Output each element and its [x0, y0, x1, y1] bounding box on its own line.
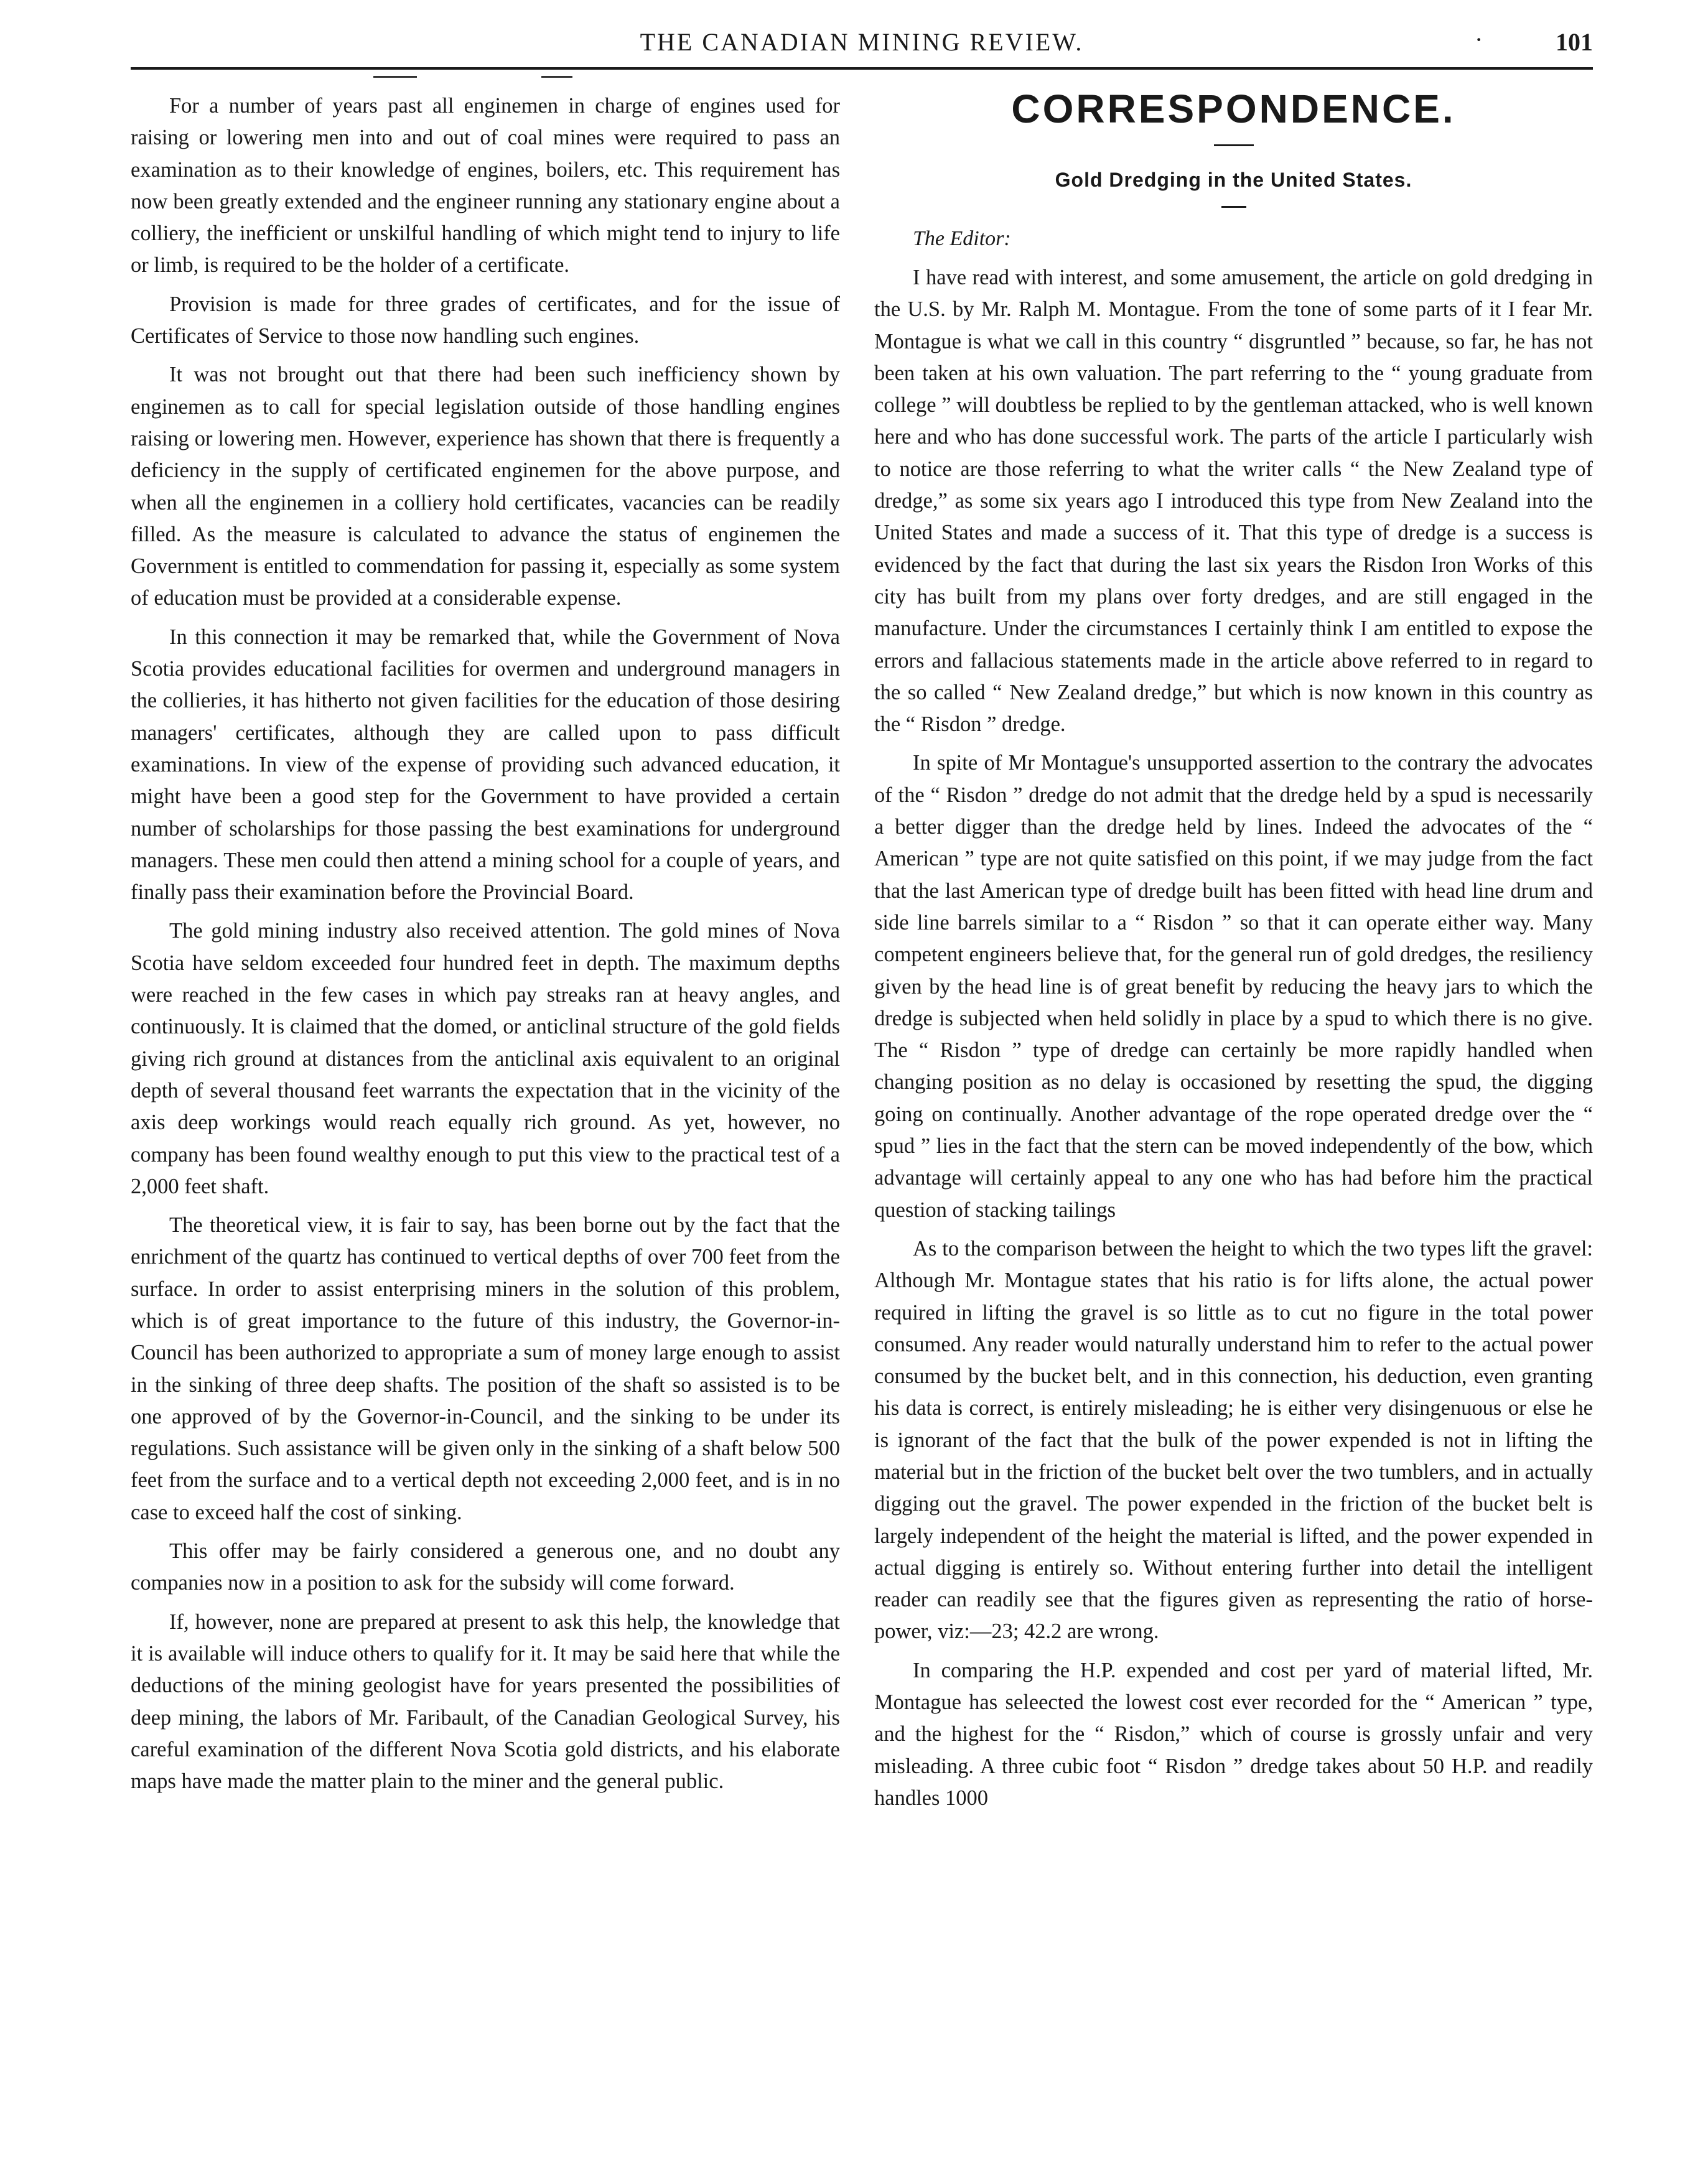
- paragraph: In spite of Mr Montague's unsupported assertion to the contrary the advocates of the “ Risdon ” dredge do not admit that the dredge held by a spud is necessarily a better digger than the dredge held by lines. Indeed the advocates of the “ American ” type are not quite satisfied on this point, if we may judge from the fact that the last American type of dredge built has been fitted with head line drum and side line barrels similar to a “ Risdon ” so that it can operate either way. Many competent engineers believe that, for the general run of gold dredges, the resiliency given by the head line is of great benefit by reducing the heavy jars to which the dredge is subjected when held solidly in place by a spud to which there is no give. The “ Risdon ” type of dredge can certainly be more rapidly handled when changing position as no delay is occasioned by resetting the spud, the digging going on continually. Another advantage of the rope operated dredge over the “ spud ” lies in the fact that the stern can be moved independently of the bow, which advantage will certainly appeal to any one who has had before him the practical question of stacking tailings: [874, 751, 1593, 1222]
- decorative-dash: [373, 76, 417, 78]
- running-header: [131, 25, 1593, 68]
- journal-title: THE CANADIAN MINING REVIEW.: [640, 28, 1084, 56]
- heading-rule: [1214, 144, 1254, 146]
- paragraph: It was not brought out that there had been such inefficiency shown by enginemen as to call for special legislation outside of those handling engines raising or lowering men. However, experience has shown that there is frequently a deficiency in the supply of certificated enginemen for the above purpose, and when all the enginemen in a colliery hold certificates, vacancies can be readily filled. As the measure is calculated to advance the status of enginemen the Government is entitled to commendation for passing it, especially as some system of education must be provided at a considerable expense.: [131, 363, 840, 610]
- paragraph: This offer may be fairly considered a generous one, and no doubt any companies now in a position to ask for the subsidy will come forward.: [131, 1539, 840, 1595]
- paragraph: In this connection it may be remarked that, while the Government of Nova Scotia provides educational facilities for overmen and underground managers in the collieries, it has hitherto not given facilities for the education of those desiring managers' certificates, although they are called upon to pass difficult examinations. In view of the expense of providing such advanced education, it might have been a good step for the Government to have provided a certain number of scholarships for those passing the best examinations for underground managers. These men could then attend a mining school for a couple of years, and finally pass their examination before the Provincial Board.: [131, 625, 840, 905]
- paragraph: In comparing the H.P. expended and cost per yard of material lifted, Mr. Montague has seleected the lowest cost ever recorded for the “ American ” type, and the highest for the “ Risdon,” which of course is grossly unfair and very misleading. A three cubic foot “ Risdon ” dredge takes about 50 H.P. and readily handles 1000: [874, 1658, 1593, 1810]
- header-dot: ·: [1475, 26, 1483, 54]
- right-column: [874, 87, 1593, 1821]
- header-rule: [131, 67, 1593, 70]
- decorative-dash: [541, 76, 572, 78]
- article-title: Gold Dredging in the United States.: [1055, 169, 1412, 191]
- paragraph: As to the comparison between the height to which the two types lift the gravel: Although Mr. Montague states that his ratio is for lifts alone, the actual power required in lifting the gravel is so little as to cut no figure in the total power consumed. Any reader would naturally understand him to refer to the actual power consumed by the bucket belt, and in this connection, his deduction, even granting his data is correct, is entirely misleading; he is either very disingenuous or else he is ignorant of the fact that the bulk of the power expended is not in lifting the material but in the friction of the bucket belt over the two tumblers, and in actually digging out the gravel. The power expended in the friction of the bucket belt is largely independent of the height the material is lifted, and the power expended in actual digging is entirely so. Without entering further into detail the intelligent reader can readily see that the figures given as representing the ratio of horse-power, viz:—23; 42.2 are wrong.: [874, 1236, 1593, 1644]
- paragraph: I have read with interest, and some amusement, the article on gold dredging in the U.S. by Mr. Ralph M. Montague. From the tone of some parts of it I fear Mr. Montague is what we call in this country “ disgruntled ” because, so far, he has not been taken at his own valuation. The part referring to the “ young graduate from college ” will doubtless be replied to by the gentleman attacked, who is well known here and who has done successful work. The parts of the article I particularly wish to notice are those referring to what the writer calls “ the New Zealand type of dredge,” as some six years ago I introduced this type from New Zealand into the United States and made a success of it. That this type of dredge is a success is evidenced by the fact that during the last six years the Risdon Iron Works of this city has built from my plans over forty dredges, and are still engaged in the manufacture. Under the circumstances I certainly think I am entitled to expose the errors and fallacious statements made in the article above referred to in regard to the so called “ New Zealand dredge,” but which is now known in this country as the “ Risdon ” dredge.: [874, 266, 1593, 737]
- paragraph: If, however, none are prepared at present to ask this help, the knowledge that it is available will induce others to qualify for it. It may be said here that while the deductions of the mining geologist have for years presented the possibilities of deep mining, the labors of Mr. Faribault, of the Canadian Geological Survey, his careful examination of the different Nova Scotia gold districts, and his elaborate maps have made the matter plain to the miner and the general public.: [131, 1610, 840, 1794]
- subheading-rule: [1221, 206, 1246, 208]
- page-number: 101: [1556, 28, 1593, 56]
- salutation: The Editor:: [913, 227, 1011, 250]
- paragraph: The theoretical view, it is fair to say, has been borne out by the fact that the enrichment of the quartz has continued to vertical depths of over 700 feet from the surface. In order to assist enterprising miners in the solution of this problem, which is of great importance to the future of this industry, the Governor-in-Council has been authorized to appropriate a sum of money large enough to assist in the sinking of three deep shafts. The position of the shaft so assisted is to be one approved of by the Governor-in-Council, and the sinking to be under its regulations. Such assistance will be given only in the sinking of a shaft below 500 feet from the surface and to a vertical depth not exceeding 2,000 feet, and is in no case to exceed half the cost of sinking.: [131, 1213, 840, 1524]
- left-column: [131, 90, 840, 1804]
- paragraph: For a number of years past all enginemen in charge of engines used for raising or lowering men into and out of coal mines were required to pass an examination as to their knowledge of engines, boilers, etc. This requirement has now been greatly extended and the engineer running any stationary engine about a colliery, the inefficient or unskilful handling of which might tend to injury to life or limb, is required to be the holder of a certificate.: [131, 94, 840, 277]
- paragraph: Provision is made for three grades of certificates, and for the issue of Certificates of Service to those now handling such engines.: [131, 292, 840, 348]
- section-heading: CORRESPONDENCE.: [1011, 86, 1456, 131]
- paragraph: The gold mining industry also received attention. The gold mines of Nova Scotia have seldom exceeded four hundred feet in depth. The maximum depths were reached in the few cases in which pay streaks ran at heavy angles, and continuously. It is claimed that the domed, or anticlinal structure of the gold fields giving rich ground at distances from the anticlinal axis equivalent to an original depth of several thousand feet warrants the expectation that in the vicinity of the axis deep workings would reach equally rich ground. As yet, however, no company has been found wealthy enough to put this view to the practical test of a 2,000 feet shaft.: [131, 919, 840, 1198]
